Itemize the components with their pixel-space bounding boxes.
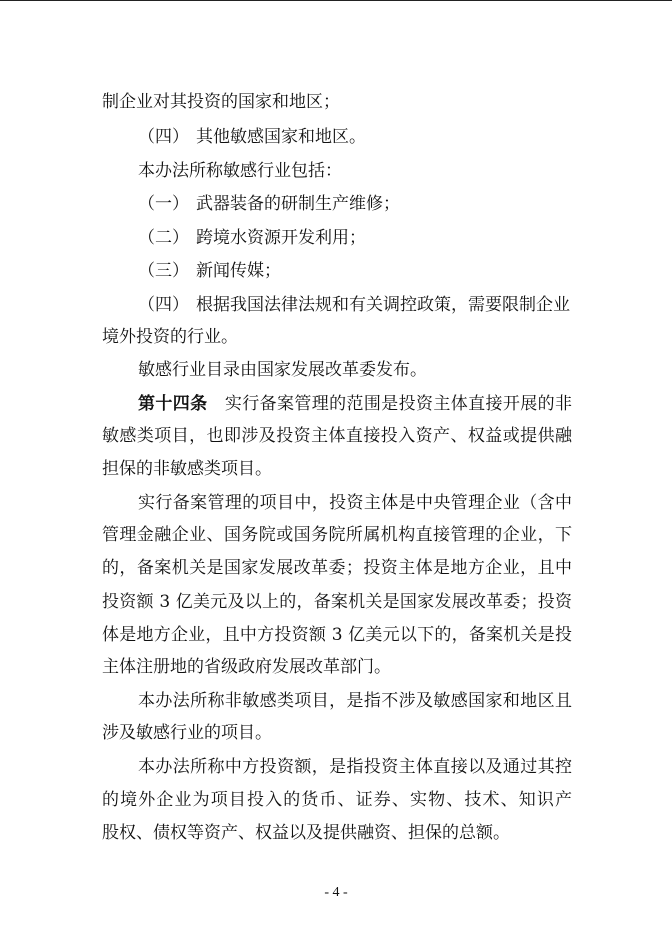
paragraph-line: 本办法所称敏感行业包括： (138, 161, 342, 181)
list-item-number: （三） (138, 261, 189, 281)
list-item-text: 根据我国法律法规和有关调控政策，需要限制企业 (196, 295, 570, 315)
article-heading: 第十四条 (138, 394, 208, 414)
page-number: - 4 - (324, 885, 348, 900)
paragraph-line: 本办法所称非敏感类项目，是指不涉及敏感国家和地区且 (138, 691, 572, 711)
list-item (138, 260, 572, 282)
paragraph-line: 股权、债权等资产、权益以及提供融资、担保的总额。 (102, 823, 510, 843)
paragraph-line: 涉及敏感行业的项目。 (102, 723, 272, 743)
paragraph-line: 投资额 3 亿美元及以上的，备案机关是国家发展改革委；投资 (102, 592, 572, 612)
list-item-text: 其他敏感国家和地区。 (196, 127, 366, 147)
list-item-number: （四） (138, 295, 189, 315)
paragraph-line: 敏感行业目录由国家发展改革委发布。 (138, 360, 427, 380)
list-item-number: （四） (138, 127, 189, 147)
list-item-number: （一） (138, 194, 189, 214)
list-item-text: 新闻传媒； (196, 261, 281, 281)
paragraph-line: 本办法所称中方投资额，是指投资主体直接以及通过其控 (138, 757, 572, 777)
paragraph-line: 敏感类项目，也即涉及投资主体直接投入资产、权益或提供融 (102, 426, 572, 446)
paragraph-line: 体是地方企业，且中方投资额 3 亿美元以下的，备案机关是投 (102, 625, 572, 645)
paragraph-line: 担保的非敏感类项目。 (102, 459, 272, 479)
article-line (138, 393, 572, 415)
paragraph-line: 境外投资的行业。 (102, 327, 238, 347)
list-item (138, 227, 572, 249)
paragraph-line: 的境外企业为项目投入的货币、证券、实物、技术、知识产 (102, 790, 572, 810)
paragraph-line: 的，备案机关是国家发展改革委；投资主体是地方企业，且中 (102, 558, 572, 578)
list-item-text: 跨境水资源开发利用； (196, 228, 366, 248)
article-text: 实行备案管理的范围是投资主体直接开展的非 (224, 394, 572, 414)
list-item-text: 武器装备的研制生产维修； (196, 194, 400, 214)
paragraph-line: 管理金融企业、国务院或国务院所属机构直接管理的企业，下 (102, 525, 572, 545)
paragraph-line: 实行备案管理的项目中，投资主体是中央管理企业（含中 (138, 493, 572, 513)
list-item (138, 294, 572, 316)
paragraph-line: 制企业对其投资的国家和地区； (102, 92, 340, 112)
paragraph-line: 主体注册地的省级政府发展改革部门。 (102, 657, 391, 677)
list-item-number: （二） (138, 228, 189, 248)
list-item (138, 193, 572, 215)
list-item (138, 126, 572, 148)
